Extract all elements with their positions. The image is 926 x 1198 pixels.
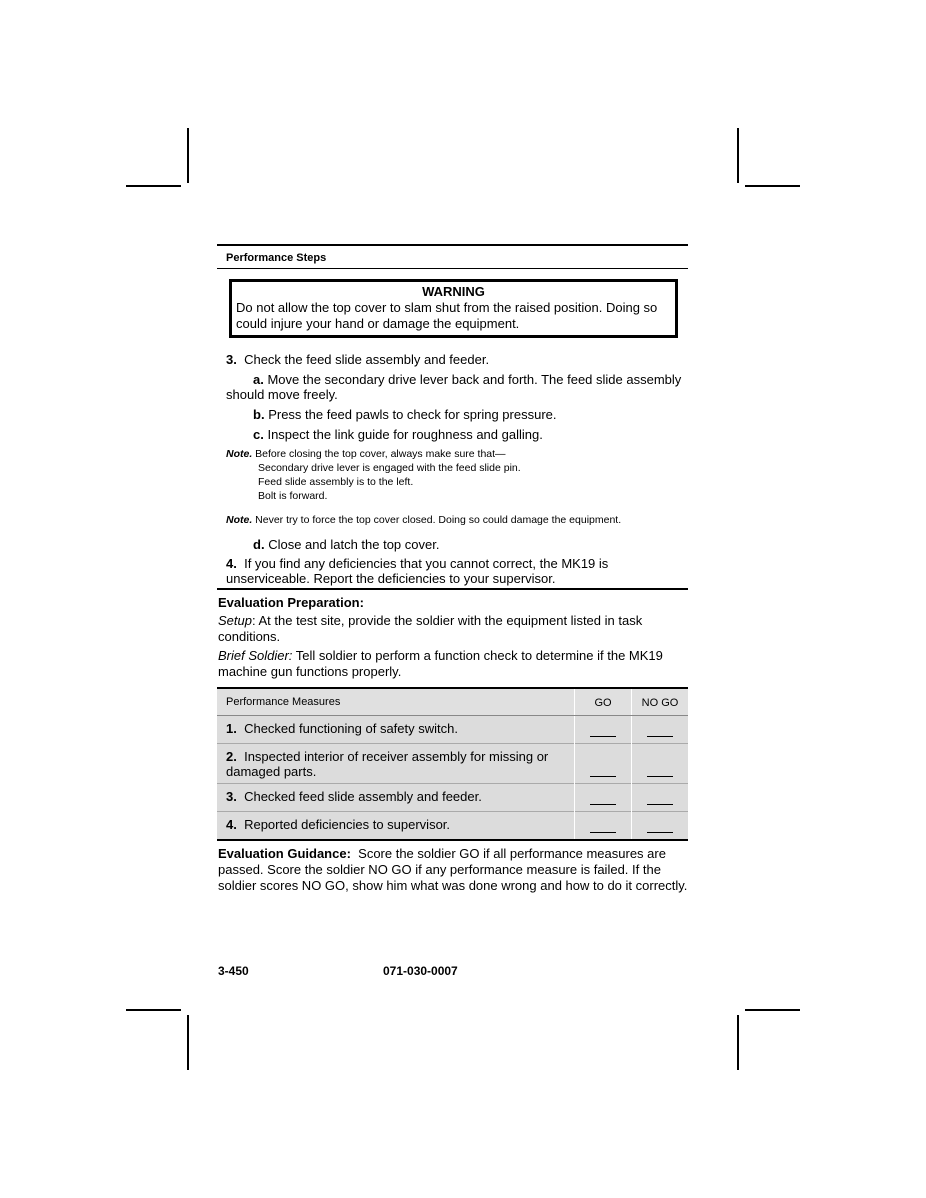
performance-measures-header: Performance Measures	[217, 688, 575, 716]
measure-cell	[217, 716, 575, 744]
table-header-row	[217, 688, 688, 716]
measure-text: Checked functioning of safety switch.	[244, 721, 458, 736]
table-row	[217, 744, 688, 784]
performance-steps	[217, 352, 688, 586]
setup-label: Setup	[218, 613, 252, 628]
warning-box	[229, 279, 678, 338]
crop-mark-top-left-horizontal	[126, 185, 181, 187]
evaluation-guidance-text: Score the soldier GO if all performance measures are passed. Score the soldier NO GO if any performance measure is failed. If the soldier scores NO GO, show him what was done wrong and how to do it correctly.	[218, 845, 688, 893]
brief-soldier-label: Brief Soldier:	[218, 648, 293, 663]
nogo-header: NO GO	[632, 688, 689, 716]
measure-text: Reported deficiencies to supervisor.	[244, 817, 451, 832]
measure-number: 1.	[226, 721, 237, 736]
step-3c	[226, 427, 688, 442]
step-number: 3.	[226, 352, 237, 367]
page-number: 3-450	[218, 964, 249, 978]
step-3d	[226, 537, 688, 552]
crop-mark-top-left-vertical	[187, 128, 189, 183]
nogo-blank[interactable]	[632, 716, 689, 744]
measure-cell	[217, 744, 575, 784]
note-line: Secondary drive lever is engaged with the feed slide pin.	[258, 462, 521, 474]
go-blank[interactable]	[575, 716, 632, 744]
crop-mark-bottom-left-horizontal	[126, 1009, 181, 1011]
nogo-blank[interactable]	[632, 744, 689, 784]
section-title: Performance Steps	[226, 252, 327, 264]
brief-soldier-text: Tell soldier to perform a function check to determine if the MK19 machine gun functions properly.	[218, 648, 663, 679]
note-force-cover	[226, 513, 688, 527]
setup-text: : At the test site, provide the soldier with the equipment listed in task conditions.	[218, 613, 643, 644]
table-row	[217, 784, 688, 812]
crop-mark-bottom-right-vertical	[737, 1015, 739, 1070]
step-3a	[226, 372, 688, 402]
substep-letter: a.	[253, 372, 264, 387]
measure-number: 3.	[226, 789, 237, 804]
warning-title: WARNING	[422, 284, 485, 299]
table-row	[217, 812, 688, 840]
note-label: Note.	[226, 448, 253, 460]
evaluation-guidance	[217, 846, 688, 894]
step-3	[226, 352, 688, 367]
step-number: 4.	[226, 556, 237, 571]
note-line: Bolt is forward.	[258, 490, 328, 502]
crop-mark-bottom-right-horizontal	[745, 1009, 800, 1011]
note-text: Never try to force the top cover closed. Doing so could damage the equipment.	[255, 514, 622, 526]
note-top-cover	[226, 447, 688, 503]
note-line: Feed slide assembly is to the left.	[258, 476, 414, 488]
note-text: Before closing the top cover, always make sure that—	[255, 448, 506, 460]
step-text: If you find any deficiencies that you cannot correct, the MK19 is unserviceable. Report the deficiencies to your supervisor.	[226, 556, 609, 586]
measure-cell	[217, 784, 575, 812]
setup-paragraph	[217, 613, 688, 645]
substep-text: Move the secondary drive lever back and forth. The feed slide assembly should move freely.	[226, 372, 682, 402]
substep-text: Press the feed pawls to check for spring pressure.	[268, 407, 557, 422]
task-number: 071-030-0007	[383, 964, 458, 978]
evaluation-guidance-label: Evaluation Guidance:	[218, 845, 351, 861]
go-blank[interactable]	[575, 744, 632, 784]
step-3b	[226, 407, 688, 422]
page-content	[217, 244, 688, 894]
substep-letter: d.	[253, 537, 265, 552]
nogo-blank[interactable]	[632, 812, 689, 840]
warning-text: Do not allow the top cover to slam shut from the raised position. Doing so could injure your hand or damage the equipment.	[236, 300, 658, 331]
table-row	[217, 716, 688, 744]
brief-soldier-paragraph	[217, 648, 688, 680]
evaluation-preparation-heading: Evaluation Preparation:	[218, 595, 364, 610]
measure-cell	[217, 812, 575, 840]
substep-text: Close and latch the top cover.	[268, 537, 440, 552]
crop-mark-top-right-vertical	[737, 128, 739, 183]
crop-mark-top-right-horizontal	[745, 185, 800, 187]
step-4	[226, 556, 688, 586]
nogo-blank[interactable]	[632, 784, 689, 812]
step-text: Check the feed slide assembly and feeder.	[244, 352, 490, 367]
section-title-rule	[217, 268, 688, 269]
note-label: Note.	[226, 514, 253, 526]
crop-mark-bottom-left-vertical	[187, 1015, 189, 1070]
measure-text: Inspected interior of receiver assembly for missing or damaged parts.	[226, 749, 549, 779]
performance-measures-table	[217, 687, 688, 841]
go-blank[interactable]	[575, 784, 632, 812]
substep-letter: c.	[253, 427, 264, 442]
measure-number: 2.	[226, 749, 237, 764]
substep-letter: b.	[253, 407, 265, 422]
measure-number: 4.	[226, 817, 237, 832]
substep-text: Inspect the link guide for roughness and galling.	[267, 427, 543, 442]
measure-text: Checked feed slide assembly and feeder.	[244, 789, 482, 804]
go-blank[interactable]	[575, 812, 632, 840]
go-header: GO	[575, 688, 632, 716]
